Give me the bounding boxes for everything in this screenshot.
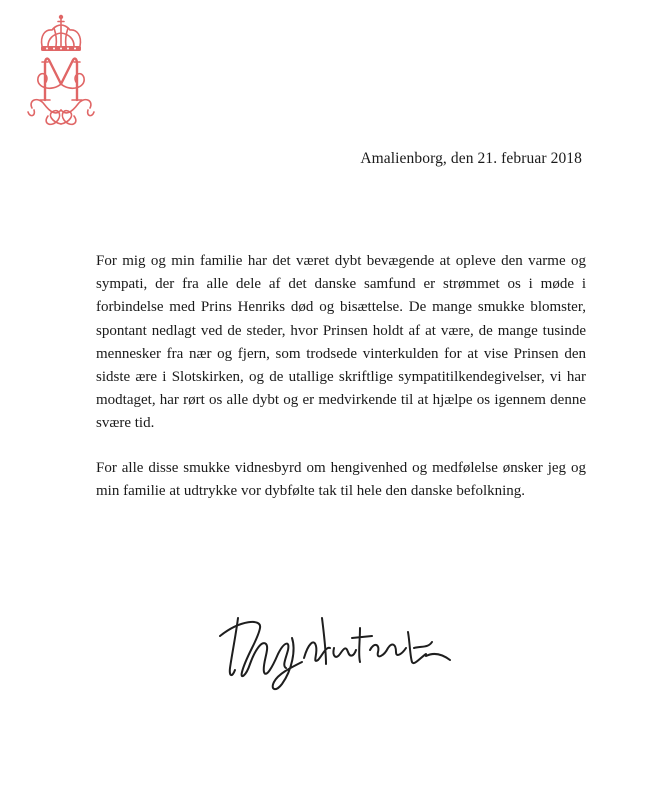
letter-body: [96, 250, 586, 503]
letter-paragraph: For mig og min familie har det været dybt bevægende at opleve den varme og sympati, der fra alle dele af det danske samfund er strømmet os i møde i forbindelse med Prins Henriks død og bisættelse. De mange smukke blomster, spontant nedlagt ved de steder, hvor Prinsen holdt af at være, de mange tusinde mennesker fra nær og fjern, som trodsede vinterkulden for at vise Prinsen den sidste ære i Slotskirken, og de utallige skriftlige sympatitilkendegivelser, vi har modtaget, har rørt os alle dybt og er medvirkende til at hjælpe os igennem denne svære tid.: [96, 253, 586, 432]
letter-paragraph: For alle disse smukke vidnesbyrd om hengivenhed og medfølelse ønsker jeg og min familie at udtrykke vor dybfølte tak til hele den danske befolkning.: [96, 459, 586, 499]
letter-dateline: Amalienborg, den 21. februar 2018: [360, 150, 582, 167]
royal-monogram-icon: [18, 12, 104, 132]
handwritten-signature-icon: [200, 598, 470, 698]
